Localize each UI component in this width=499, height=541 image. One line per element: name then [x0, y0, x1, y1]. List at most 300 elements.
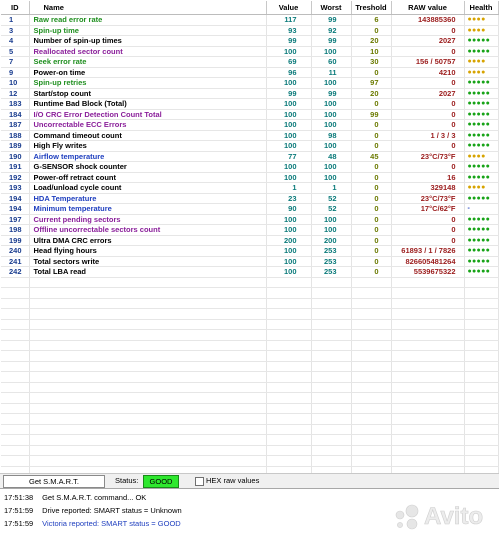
attribute-name: Offline uncorrectable sectors count	[29, 225, 266, 236]
attribute-health: ●●●●●	[464, 99, 498, 110]
table-row[interactable]	[1, 46, 498, 57]
empty-cell	[1, 351, 29, 362]
attribute-raw-value: 1 / 3 / 3	[391, 130, 464, 141]
empty-cell	[464, 393, 498, 404]
table-row[interactable]	[1, 162, 498, 173]
table-row[interactable]	[1, 78, 498, 89]
empty-cell	[29, 382, 266, 393]
attribute-treshold: 97	[351, 78, 391, 89]
attribute-raw-value: 17°C/62°F	[391, 204, 464, 215]
empty-cell	[391, 277, 464, 288]
attribute-name: High Fly writes	[29, 141, 266, 152]
log-time: 17:51:59	[4, 519, 34, 528]
attribute-id: 240	[1, 246, 29, 257]
attribute-raw-value: 2027	[391, 88, 464, 99]
attribute-health: ●●●●	[464, 183, 498, 194]
attribute-worst: 99	[311, 36, 351, 47]
attribute-worst: 48	[311, 151, 351, 162]
attribute-raw-value: 0	[391, 99, 464, 110]
empty-cell	[391, 393, 464, 404]
empty-cell	[391, 403, 464, 414]
empty-cell	[464, 330, 498, 341]
attribute-id: 192	[1, 172, 29, 183]
empty-table-row	[1, 277, 498, 288]
attribute-worst: 253	[311, 246, 351, 257]
attribute-raw-value: 23°C/73°F	[391, 193, 464, 204]
attribute-id: 183	[1, 99, 29, 110]
attribute-treshold: 0	[351, 256, 391, 267]
attribute-health: ●●●●●	[464, 162, 498, 173]
attribute-raw-value: 0	[391, 162, 464, 173]
empty-cell	[351, 361, 391, 372]
attribute-health: ●●●●●	[464, 193, 498, 204]
empty-cell	[266, 298, 311, 309]
table-row[interactable]	[1, 172, 498, 183]
attribute-raw-value: 0	[391, 235, 464, 246]
empty-cell	[464, 456, 498, 467]
attribute-worst: 100	[311, 141, 351, 152]
table-row[interactable]	[1, 214, 498, 225]
attribute-value: 99	[266, 88, 311, 99]
attribute-raw-value: 4210	[391, 67, 464, 78]
attribute-treshold: 0	[351, 235, 391, 246]
attribute-treshold: 30	[351, 57, 391, 68]
empty-table-row	[1, 372, 498, 383]
attribute-treshold: 20	[351, 88, 391, 99]
attribute-treshold: 0	[351, 162, 391, 173]
empty-cell	[391, 456, 464, 467]
empty-cell	[1, 382, 29, 393]
log-line	[4, 506, 182, 515]
attribute-name: Power-off retract count	[29, 172, 266, 183]
empty-cell	[464, 372, 498, 383]
attribute-value: 100	[266, 172, 311, 183]
empty-cell	[266, 330, 311, 341]
attribute-treshold: 6	[351, 15, 391, 26]
attribute-name: Spin-up retries	[29, 78, 266, 89]
column-header-treshold[interactable]: Treshold	[351, 1, 391, 15]
column-header-value[interactable]: Value	[266, 1, 311, 15]
attribute-id: 241	[1, 256, 29, 267]
empty-table-row	[1, 414, 498, 425]
empty-table-row	[1, 319, 498, 330]
empty-cell	[266, 424, 311, 435]
empty-cell	[29, 414, 266, 425]
attribute-value: 100	[266, 162, 311, 173]
empty-cell	[29, 456, 266, 467]
empty-cell	[266, 351, 311, 362]
empty-cell	[266, 445, 311, 456]
empty-cell	[351, 424, 391, 435]
empty-cell	[464, 288, 498, 299]
get-smart-button[interactable]: Get S.M.A.R.T.	[3, 475, 105, 488]
attribute-treshold: 0	[351, 225, 391, 236]
attribute-health: ●●●●●	[464, 120, 498, 131]
attribute-raw-value: 0	[391, 141, 464, 152]
attribute-name: Total LBA read	[29, 267, 266, 278]
empty-cell	[351, 382, 391, 393]
attribute-health: ●●●●●	[464, 256, 498, 267]
empty-cell	[29, 330, 266, 341]
attribute-name: Head flying hours	[29, 246, 266, 257]
attribute-worst: 100	[311, 225, 351, 236]
attribute-name: Airflow temperature	[29, 151, 266, 162]
attribute-treshold: 0	[351, 25, 391, 36]
attribute-worst: 253	[311, 256, 351, 267]
attribute-id: 188	[1, 130, 29, 141]
attribute-value: 96	[266, 67, 311, 78]
empty-cell	[464, 414, 498, 425]
empty-cell	[311, 361, 351, 372]
attribute-treshold: 0	[351, 214, 391, 225]
table-row[interactable]	[1, 204, 498, 215]
attribute-worst: 11	[311, 67, 351, 78]
attribute-health: ●●●●●	[464, 267, 498, 278]
empty-cell	[311, 393, 351, 404]
attribute-raw-value: 0	[391, 78, 464, 89]
empty-cell	[311, 414, 351, 425]
status-label: Status:	[115, 476, 139, 485]
attribute-name: Load/unload cycle count	[29, 183, 266, 194]
attribute-raw-value: 16	[391, 172, 464, 183]
attribute-raw-value: 0	[391, 214, 464, 225]
table-row[interactable]	[1, 130, 498, 141]
attribute-health: ●●●●●	[464, 225, 498, 236]
table-row[interactable]	[1, 99, 498, 110]
attribute-id: 4	[1, 36, 29, 47]
empty-cell	[1, 309, 29, 320]
empty-cell	[464, 435, 498, 446]
attribute-value: 100	[266, 120, 311, 131]
table-row[interactable]	[1, 120, 498, 131]
attribute-name: Uncorrectable ECC Errors	[29, 120, 266, 131]
attribute-treshold: 0	[351, 130, 391, 141]
empty-cell	[391, 372, 464, 383]
column-header-id[interactable]: ID	[1, 1, 29, 15]
attribute-id: 1	[1, 15, 29, 26]
attribute-name: Spin-up time	[29, 25, 266, 36]
attribute-health: ●●●●●	[464, 46, 498, 57]
attribute-value: 100	[266, 141, 311, 152]
empty-cell	[391, 445, 464, 456]
attribute-worst: 100	[311, 109, 351, 120]
empty-cell	[351, 330, 391, 341]
empty-cell	[266, 456, 311, 467]
empty-cell	[464, 340, 498, 351]
attribute-worst: 99	[311, 15, 351, 26]
attribute-name: HDA Temperature	[29, 193, 266, 204]
table-row[interactable]	[1, 267, 498, 278]
attribute-value: 100	[266, 214, 311, 225]
attribute-worst: 200	[311, 235, 351, 246]
column-header-name[interactable]: Name	[29, 1, 266, 15]
empty-cell	[391, 351, 464, 362]
avito-watermark	[392, 503, 498, 531]
empty-cell	[29, 393, 266, 404]
attribute-value: 23	[266, 193, 311, 204]
attribute-value: 100	[266, 46, 311, 57]
empty-cell	[29, 435, 266, 446]
empty-table-row	[1, 309, 498, 320]
table-row[interactable]	[1, 109, 498, 120]
empty-cell	[1, 330, 29, 341]
attribute-value: 100	[266, 130, 311, 141]
attribute-treshold: 20	[351, 36, 391, 47]
attribute-name: Ultra DMA CRC errors	[29, 235, 266, 246]
empty-cell	[391, 298, 464, 309]
empty-cell	[464, 351, 498, 362]
table-row[interactable]	[1, 25, 498, 36]
attribute-worst: 99	[311, 88, 351, 99]
empty-cell	[266, 414, 311, 425]
empty-cell	[266, 319, 311, 330]
attribute-name: Number of spin-up times	[29, 36, 266, 47]
attribute-id: 5	[1, 46, 29, 57]
attribute-id: 194	[1, 193, 29, 204]
empty-cell	[29, 403, 266, 414]
empty-table-row	[1, 424, 498, 435]
attribute-raw-value: 0	[391, 25, 464, 36]
empty-cell	[351, 393, 391, 404]
empty-table-row	[1, 456, 498, 467]
empty-table-row	[1, 361, 498, 372]
attribute-value: 100	[266, 99, 311, 110]
empty-table-row	[1, 403, 498, 414]
empty-cell	[266, 340, 311, 351]
table-row[interactable]	[1, 36, 498, 47]
attribute-treshold: 0	[351, 183, 391, 194]
empty-cell	[266, 309, 311, 320]
empty-cell	[311, 456, 351, 467]
empty-cell	[464, 445, 498, 456]
attribute-health: ●●●●●	[464, 246, 498, 257]
empty-cell	[311, 372, 351, 383]
avito-logo-icon	[392, 503, 422, 531]
attribute-id: 189	[1, 141, 29, 152]
smart-attributes-table[interactable]	[1, 1, 499, 509]
empty-table-row	[1, 445, 498, 456]
table-row[interactable]	[1, 15, 498, 26]
empty-table-row	[1, 288, 498, 299]
attribute-treshold: 99	[351, 109, 391, 120]
empty-cell	[391, 309, 464, 320]
empty-table-row	[1, 298, 498, 309]
log-line	[4, 493, 146, 502]
attribute-value: 100	[266, 256, 311, 267]
attribute-value: 1	[266, 183, 311, 194]
table-row[interactable]	[1, 256, 498, 267]
attribute-treshold: 0	[351, 267, 391, 278]
empty-cell	[29, 298, 266, 309]
empty-cell	[266, 288, 311, 299]
empty-cell	[391, 382, 464, 393]
empty-cell	[391, 414, 464, 425]
empty-cell	[1, 456, 29, 467]
empty-cell	[1, 403, 29, 414]
empty-cell	[351, 435, 391, 446]
empty-cell	[1, 435, 29, 446]
empty-cell	[311, 403, 351, 414]
status-indicator: GOOD	[143, 475, 179, 488]
empty-cell	[311, 277, 351, 288]
table-row[interactable]	[1, 141, 498, 152]
empty-cell	[1, 298, 29, 309]
attribute-treshold: 0	[351, 99, 391, 110]
log-line	[4, 519, 181, 528]
empty-cell	[391, 340, 464, 351]
empty-cell	[29, 277, 266, 288]
attribute-raw-value: 0	[391, 120, 464, 131]
attribute-name: Minimum temperature	[29, 204, 266, 215]
attribute-id: 184	[1, 109, 29, 120]
empty-cell	[1, 288, 29, 299]
attribute-treshold: 0	[351, 120, 391, 131]
empty-cell	[351, 277, 391, 288]
attribute-health: ●●●●●	[464, 109, 498, 120]
empty-cell	[391, 424, 464, 435]
attribute-value: 93	[266, 25, 311, 36]
empty-cell	[266, 361, 311, 372]
column-header-health[interactable]: Health	[464, 1, 498, 15]
attribute-id: 191	[1, 162, 29, 173]
attribute-id: 242	[1, 267, 29, 278]
attribute-worst: 100	[311, 214, 351, 225]
attribute-id: 187	[1, 120, 29, 131]
attribute-value: 77	[266, 151, 311, 162]
column-header-raw[interactable]: RAW value	[391, 1, 464, 15]
attribute-worst: 52	[311, 193, 351, 204]
attribute-value: 100	[266, 78, 311, 89]
empty-cell	[311, 340, 351, 351]
attribute-worst: 100	[311, 172, 351, 183]
log-message: Drive reported: SMART status = Unknown	[42, 506, 182, 515]
empty-cell	[29, 309, 266, 320]
empty-table-row	[1, 435, 498, 446]
attribute-raw-value: 156 / 50757	[391, 57, 464, 68]
table-row[interactable]	[1, 235, 498, 246]
empty-cell	[351, 414, 391, 425]
attribute-raw-value: 0	[391, 109, 464, 120]
empty-table-row	[1, 382, 498, 393]
attribute-name: Start/stop count	[29, 88, 266, 99]
attribute-id: 194	[1, 204, 29, 215]
empty-cell	[1, 414, 29, 425]
empty-cell	[29, 445, 266, 456]
table-row[interactable]	[1, 67, 498, 78]
attribute-worst: 1	[311, 183, 351, 194]
attribute-value: 100	[266, 109, 311, 120]
empty-cell	[311, 435, 351, 446]
column-header-worst[interactable]: Worst	[311, 1, 351, 15]
empty-cell	[1, 277, 29, 288]
attribute-health: ●●●●	[464, 25, 498, 36]
attribute-name: Current pending sectors	[29, 214, 266, 225]
log-time: 17:51:38	[4, 493, 34, 502]
attribute-treshold: 0	[351, 141, 391, 152]
attribute-worst: 100	[311, 46, 351, 57]
attribute-id: 199	[1, 235, 29, 246]
empty-cell	[29, 424, 266, 435]
attribute-worst: 100	[311, 99, 351, 110]
empty-cell	[1, 319, 29, 330]
attribute-id: 7	[1, 57, 29, 68]
attribute-health: ●●●●●	[464, 172, 498, 183]
table-row[interactable]	[1, 225, 498, 236]
table-row[interactable]	[1, 151, 498, 162]
empty-table-row	[1, 330, 498, 341]
empty-cell	[311, 351, 351, 362]
attribute-worst: 253	[311, 267, 351, 278]
empty-cell	[311, 298, 351, 309]
hex-raw-values-checkbox[interactable]	[195, 477, 204, 486]
attribute-value: 100	[266, 267, 311, 278]
attribute-health: ●●●●●	[464, 78, 498, 89]
hex-raw-values-label[interactable]: HEX raw values	[206, 476, 260, 485]
table-row[interactable]	[1, 57, 498, 68]
empty-cell	[29, 288, 266, 299]
attribute-name: I/O CRC Error Detection Count Total	[29, 109, 266, 120]
empty-cell	[464, 309, 498, 320]
attribute-health: ●●●●●	[464, 36, 498, 47]
empty-cell	[29, 361, 266, 372]
empty-cell	[266, 277, 311, 288]
empty-cell	[351, 340, 391, 351]
table-header-row	[1, 1, 498, 15]
log-message: Victoria reported: SMART status = GOOD	[42, 519, 181, 528]
table-row[interactable]	[1, 183, 498, 194]
attribute-worst: 52	[311, 204, 351, 215]
empty-cell	[464, 424, 498, 435]
empty-cell	[311, 288, 351, 299]
empty-cell	[351, 319, 391, 330]
table-row[interactable]	[1, 193, 498, 204]
attribute-value: 117	[266, 15, 311, 26]
attribute-health: ●●●●●	[464, 130, 498, 141]
empty-cell	[1, 424, 29, 435]
attribute-name: Seek error rate	[29, 57, 266, 68]
table-row[interactable]	[1, 88, 498, 99]
attribute-raw-value: 143885360	[391, 15, 464, 26]
table-row[interactable]	[1, 246, 498, 257]
attribute-value: 99	[266, 36, 311, 47]
attribute-raw-value: 826605481264	[391, 256, 464, 267]
attribute-raw-value: 0	[391, 46, 464, 57]
empty-cell	[29, 319, 266, 330]
empty-cell	[464, 382, 498, 393]
attribute-raw-value: 329148	[391, 183, 464, 194]
empty-cell	[1, 393, 29, 404]
attribute-worst: 92	[311, 25, 351, 36]
empty-cell	[391, 361, 464, 372]
attribute-treshold: 0	[351, 172, 391, 183]
empty-cell	[351, 403, 391, 414]
empty-cell	[391, 319, 464, 330]
empty-cell	[351, 298, 391, 309]
empty-cell	[464, 403, 498, 414]
empty-cell	[311, 319, 351, 330]
attribute-health: ●●●●	[464, 57, 498, 68]
attribute-id: 190	[1, 151, 29, 162]
empty-table-row	[1, 340, 498, 351]
attribute-health: ●●●●●	[464, 141, 498, 152]
attribute-health: ●●●●●	[464, 214, 498, 225]
attribute-name: Reallocated sector count	[29, 46, 266, 57]
attribute-treshold: 0	[351, 193, 391, 204]
attribute-raw-value: 0	[391, 225, 464, 236]
empty-table-row	[1, 351, 498, 362]
attribute-health: ●●●●●	[464, 88, 498, 99]
attribute-name: Raw read error rate	[29, 15, 266, 26]
